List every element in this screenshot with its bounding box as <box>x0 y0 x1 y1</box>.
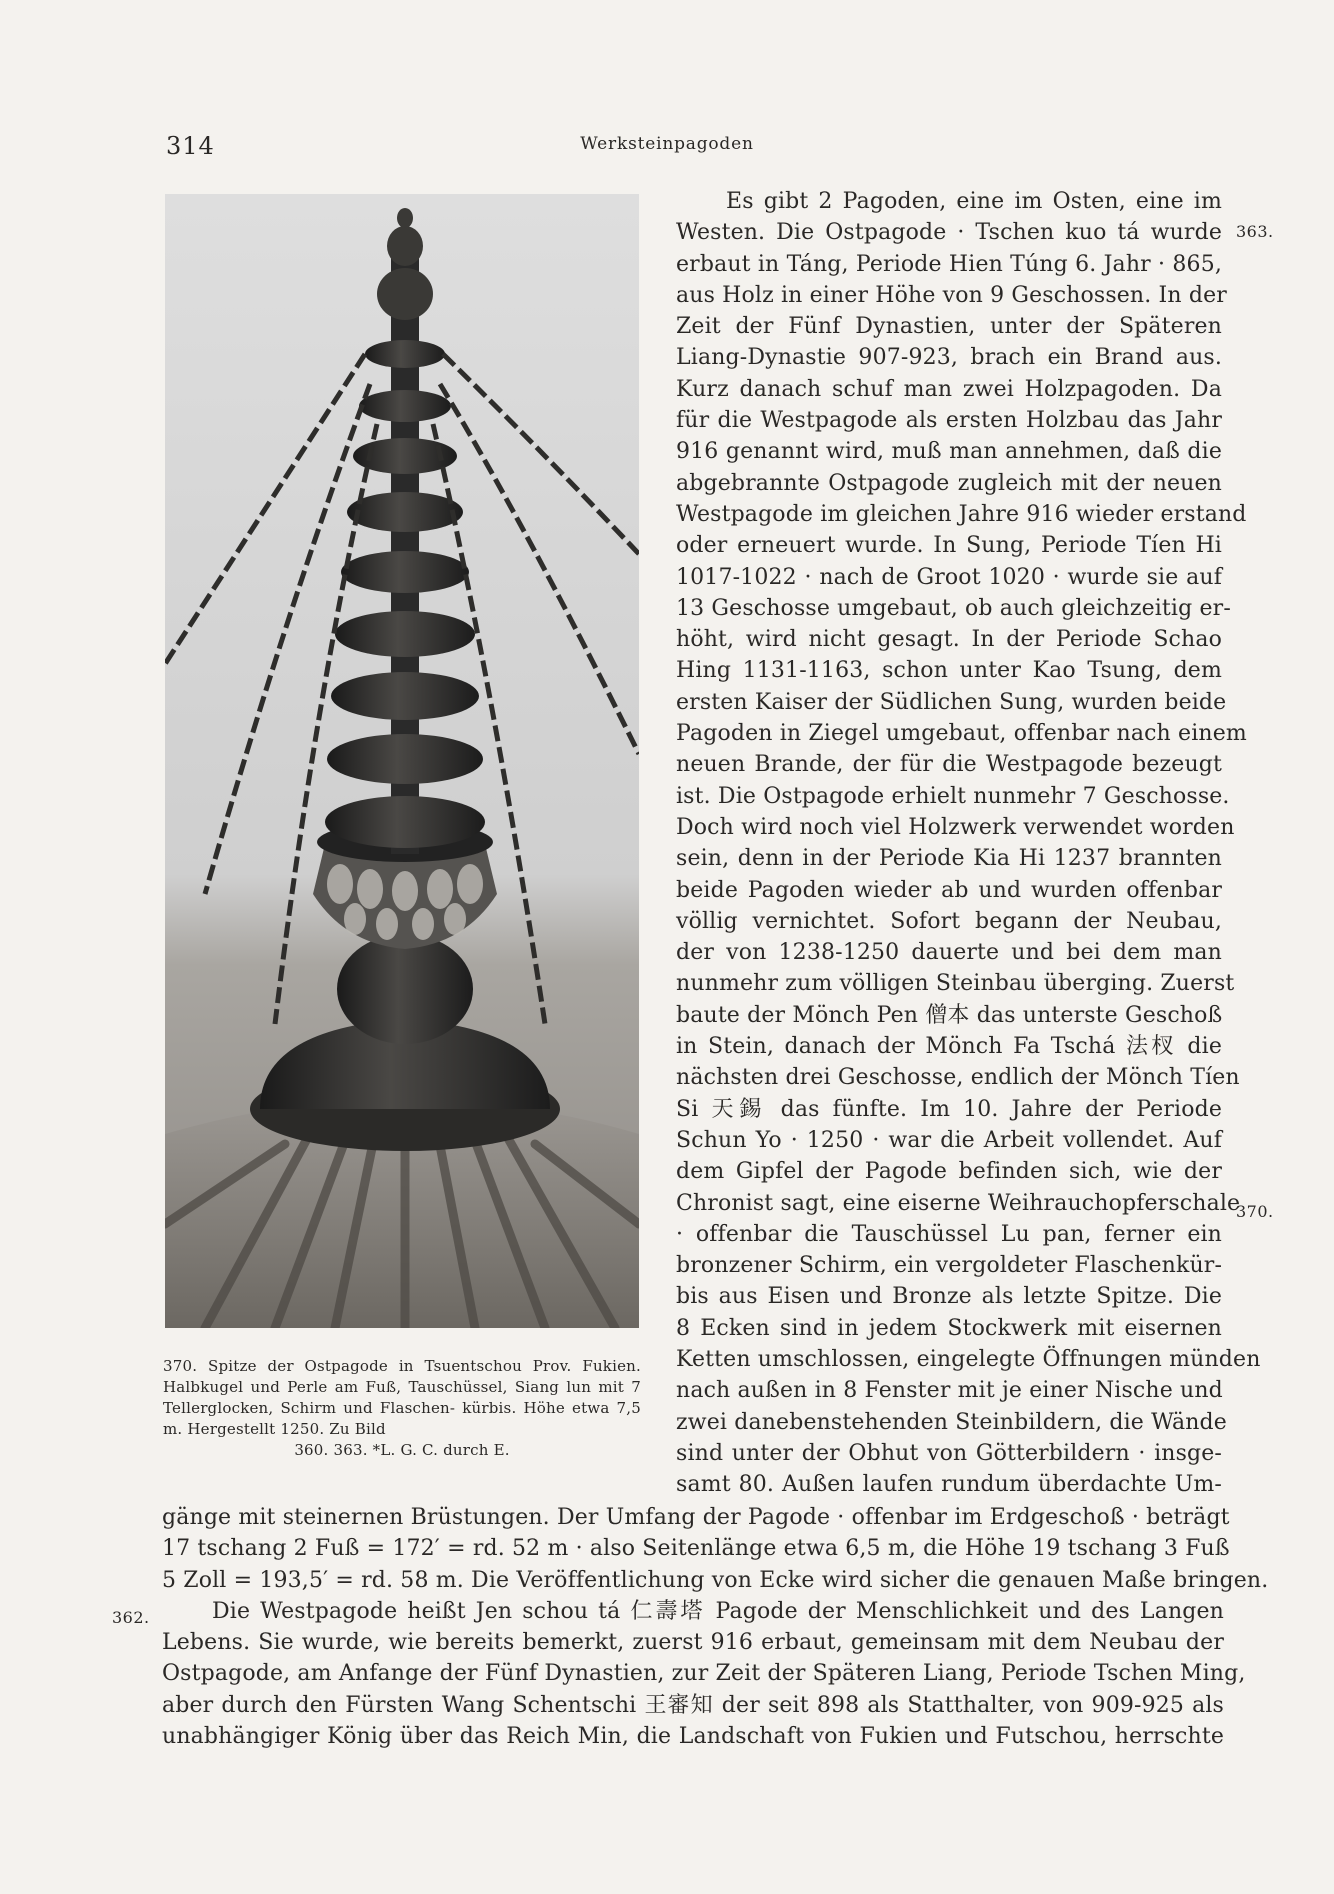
text-line: Schun Yo · 1250 · war die Arbeit vollendet. Auf <box>676 1127 1222 1153</box>
text-line: Westen. Die Ostpagode · Tschen kuo tá wurde <box>676 220 1222 246</box>
text-line: Chronist sagt, eine eiserne Weihrauchopferschale <box>676 1190 1241 1216</box>
text-line: Die Westpagode heißt Jen schou tá 仁壽塔 Pagode der Menschlichkeit und des Langen <box>212 1598 1224 1624</box>
text-line: 1017-1022 · nach de Groot 1020 · wurde sie auf <box>676 564 1222 590</box>
text-line: Liang-Dynastie 907-923, brach ein Brand aus. <box>676 345 1222 371</box>
full-width-text <box>162 1502 1269 1752</box>
caption-line: kürbis. Höhe etwa 7,5 m. Hergestellt 1250. Zu Bild <box>163 1399 642 1438</box>
text-line: Pagoden in Ziegel umgebaut, offenbar nach einem <box>676 721 1247 747</box>
text-line: unabhängiger König über das Reich Min, die Landschaft von Fukien und Futschou, herrschte <box>162 1724 1224 1750</box>
text-line: dem Gipfel der Pagode befinden sich, wie der <box>676 1159 1222 1185</box>
text-line: ersten Kaiser der Südlichen Sung, wurden beide <box>676 689 1227 715</box>
text-line: neuen Brande, der für die Westpagode bezeugt <box>676 752 1222 778</box>
text-line: ist. Die Ostpagode erhielt nunmehr 7 Geschosse. <box>676 783 1230 809</box>
text-line: Si 天錫 das fünfte. Im 10. Jahre der Periode <box>676 1096 1222 1122</box>
text-line: bronzener Schirm, ein vergoldeter Flaschenkür- <box>676 1253 1223 1279</box>
caption-line: Siang lun mit 7 Tellerglocken, Schirm und Flaschen- <box>163 1378 642 1417</box>
text-line: nunmehr zum völligen Steinbau überging. Zuerst <box>676 971 1235 997</box>
text-line: 8 Ecken sind in jedem Stockwerk mit eisernen <box>676 1315 1222 1341</box>
text-line: Ketten umschlossen, eingelegte Öffnungen münden <box>676 1346 1261 1372</box>
page-number: 314 <box>166 132 215 160</box>
text-line: Zeit der Fünf Dynastien, unter der Späteren <box>676 314 1222 340</box>
text-line: Doch wird noch viel Holzwerk verwendet worden <box>676 814 1235 840</box>
text-line: Kurz danach schuf man zwei Holzpagoden. Da <box>676 376 1222 402</box>
caption-line: 360. 363. *L. G. C. durch E. <box>294 1441 510 1459</box>
text-line: Hing 1131-1163, schon unter Kao Tsung, dem <box>676 658 1222 684</box>
text-line: zwei danebenstehenden Steinbildern, die Wände <box>676 1409 1227 1435</box>
text-line: aber durch den Fürsten Wang Schentschi 王審知 der seit 898 als Statthalter, von 909-925 als <box>162 1692 1224 1718</box>
text-line: samt 80. Außen laufen rundum überdachte Um- <box>676 1472 1222 1498</box>
text-line: Westpagode im gleichen Jahre 916 wieder erstand <box>676 501 1247 527</box>
text-line: Es gibt 2 Pagoden, eine im Osten, eine im <box>726 189 1222 214</box>
text-line: gänge mit steinernen Brüstungen. Der Umfang der Pagode · offenbar im Erdgeschoß · beträgt <box>162 1505 1230 1530</box>
text-line: oder erneuert wurde. In Sung, Periode Tíen Hi <box>676 533 1222 559</box>
text-line: aus Holz in einer Höhe von 9 Geschossen. In der <box>676 282 1227 308</box>
text-line: · offenbar die Tauschüssel Lu pan, ferner ein <box>676 1221 1222 1247</box>
margin-note-363: 363. <box>1236 222 1274 241</box>
text-line: 916 genannt wird, muß man annehmen, daß die <box>676 439 1222 465</box>
text-line: 17 tschang 2 Fuß = 172′ = rd. 52 m · also Seitenlänge etwa 6,5 m, die Höhe 19 tschang 3 Fuß <box>162 1536 1230 1562</box>
caption-line: 370. Spitze der Ostpagode in Tsuentschou Prov. <box>163 1357 572 1375</box>
text-line: 13 Geschosse umgebaut, ob auch gleichzeitig er- <box>676 595 1231 621</box>
text-line: Ostpagode, am Anfange der Fünf Dynastien, zur Zeit der Späteren Liang, Periode Tschen Ming, <box>162 1661 1246 1687</box>
text-line: Lebens. Sie wurde, wie bereits bemerkt, zuerst 916 erbaut, gemeinsam mit dem Neubau der <box>162 1630 1224 1656</box>
text-line: völlig vernichtet. Sofort begann der Neubau, <box>676 908 1222 934</box>
text-line: für die Westpagode als ersten Holzbau das Jahr <box>676 408 1222 434</box>
running-head: Werksteinpagoden <box>580 134 754 154</box>
text-line: beide Pagoden wieder ab und wurden offenbar <box>676 877 1222 903</box>
text-line: bis aus Eisen und Bronze als letzte Spitze. Die <box>676 1284 1222 1310</box>
margin-note-370: 370. <box>1236 1202 1274 1221</box>
text-line: abgebrannte Ostpagode zugleich mit der neuen <box>676 470 1222 496</box>
caption-line: Fukien. Halbkugel und Perle am Fuß, Tauschüssel, <box>163 1357 642 1396</box>
text-line: in Stein, danach der Mönch Fa Tschá 法杈 die <box>676 1034 1222 1060</box>
text-line: baute der Mönch Pen 僧本 das unterste Geschoß <box>676 1002 1223 1028</box>
text-line: 5 Zoll = 193,5′ = rd. 58 m. Die Veröffentlichung von Ecke wird sicher die genauen Maße bringen. <box>162 1567 1269 1593</box>
text-line: nach außen in 8 Fenster mit je einer Nische und <box>676 1378 1223 1404</box>
figure-caption <box>163 1356 641 1461</box>
text-line: höht, wird nicht gesagt. In der Periode Schao <box>676 627 1222 653</box>
text-line: sein, denn in der Periode Kia Hi 1237 brannten <box>676 846 1222 872</box>
text-line: der von 1238-1250 dauerte und bei dem man <box>676 940 1222 966</box>
text-line: nächsten drei Geschosse, endlich der Mönch Tíen <box>676 1065 1240 1091</box>
margin-note-362: 362. <box>112 1608 150 1627</box>
text-line: sind unter der Obhut von Götterbildern · insge- <box>676 1440 1222 1466</box>
text-line: erbaut in Táng, Periode Hien Túng 6. Jahr · 865, <box>676 251 1222 277</box>
pagoda-spire-photo <box>165 194 639 1328</box>
